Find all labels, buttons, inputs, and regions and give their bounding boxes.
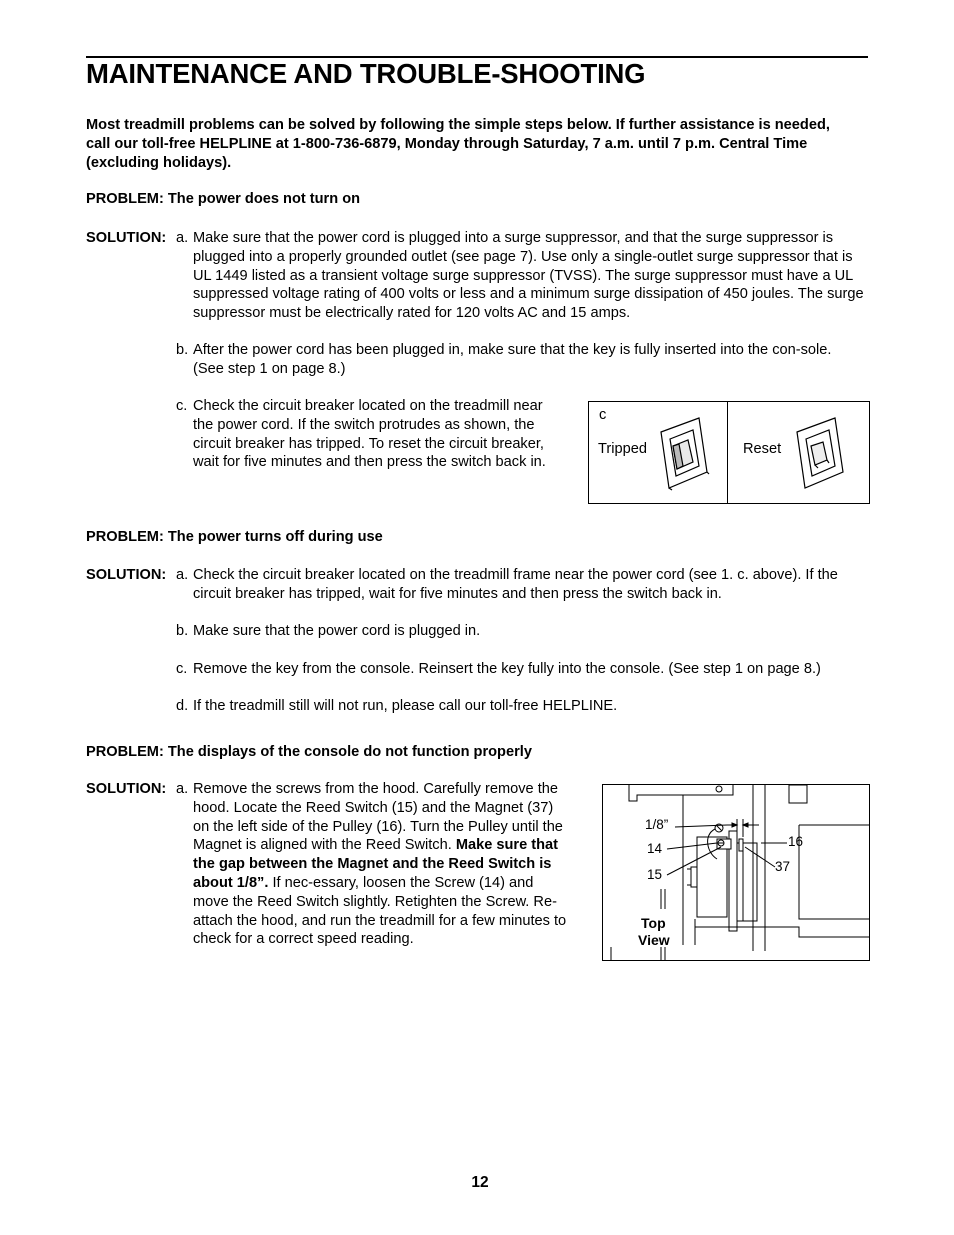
tripped-switch-icon [661, 418, 709, 490]
reset-label: Reset [743, 441, 782, 457]
item-text: If the treadmill still will not run, please call our toll-free HELPLINE. [193, 698, 618, 714]
view-label-top: Top [641, 915, 666, 931]
intro-paragraph: Most treadmill problems can be solved by following the simple steps below. If further assistance is needed, call our toll-free HELPLINE at 1-800-736-6879, Monday through Saturday, 7 a.m. until 7 p.m. Central Time (excluding holidays). [86, 117, 830, 171]
tripped-label: Tripped [598, 441, 647, 457]
item-text: Check the circuit breaker located on the treadmill near the power cord. If the switch protrudes as shown, the circuit breaker has tripped. To reset the circuit breaker, wait for five minutes and then press the switch back in. [193, 398, 546, 471]
breaker-switch-drawings [589, 402, 869, 503]
gap-label: 1/8” [645, 817, 669, 832]
problem-1-item-b [176, 341, 856, 379]
figure-label: c [599, 407, 607, 423]
circuit-breaker-figure [588, 401, 870, 504]
problem-3-item-a [176, 780, 572, 949]
magnet-callout: 37 [775, 859, 791, 874]
problem-2-item-b [176, 622, 866, 641]
problem-1-item-c [176, 397, 562, 472]
reset-switch-icon [797, 418, 843, 488]
item-letter: b. [176, 623, 189, 639]
problem-2-item-d [176, 697, 866, 716]
reed-switch-figure [602, 784, 870, 961]
item-text: Make sure that the power cord is plugged in. [193, 623, 481, 639]
page-title: MAINTENANCE AND TROUBLE-SHOOTING [86, 58, 646, 89]
problem-1-item-a [176, 229, 872, 323]
item-letter: d. [176, 698, 189, 714]
item-text-bold: Make sure that the gap between the Magnet and the Reed Switch is about 1/8”. [193, 837, 559, 891]
item-letter: a. [176, 230, 189, 246]
item-text: Make sure that the power cord is plugged into a surge suppressor, and that the surge suppressor is plugged into a properly grounded outlet (see page 7). Use only a single-outlet surge suppressor that is UL 1449 listed as a transient voltage surge suppressor (TVSS). The surge suppressor must have a UL suppressed voltage rating of 400 volts or less and a minimum surge dissipation of 450 joules. The surge suppressor must be electrically rated for 120 volts AC and 15 amps. [193, 230, 864, 322]
solution-1-label: SOLUTION: [86, 230, 167, 246]
solution-3-label: SOLUTION: [86, 781, 167, 797]
item-text: After the power cord has been plugged in, make sure that the key is fully inserted into the con-sole. (See step 1 on page 8.) [193, 342, 832, 377]
problem-3-title: PROBLEM: The displays of the console do not function properly [86, 744, 532, 760]
item-text: Remove the screws from the hood. Carefully remove the hood. Locate the Reed Switch (15) and the Magnet (37) on the left side of the Pulley (16). Turn the Pulley until the Magnet is aligned with the Reed Switch. [193, 781, 563, 854]
pulley-callout: 16 [788, 834, 804, 849]
problem-2-title: PROBLEM: The power turns off during use [86, 529, 383, 545]
page-number: 12 [471, 1174, 489, 1191]
screw-callout: 14 [647, 841, 663, 856]
item-text: If nec-essary, loosen the Screw (14) and move the Reed Switch slightly. Retighten the Screw. Re-attach the hood, and run the treadmill for a few minutes to check for a correct speed reading. [193, 874, 567, 948]
item-letter: a. [176, 781, 189, 797]
reed-switch-callout: 15 [647, 867, 663, 882]
item-letter: c. [176, 661, 188, 677]
solution-2-label: SOLUTION: [86, 567, 167, 583]
problem-2-item-a [176, 566, 866, 604]
item-text: Remove the key from the console. Reinsert the key fully into the console. (See step 1 on page 8.) [193, 661, 821, 677]
problem-2-item-c [176, 660, 876, 679]
item-letter: b. [176, 342, 189, 358]
item-text: Check the circuit breaker located on the treadmill frame near the power cord (see 1. c. above). If the circuit breaker has tripped, wait for five minutes and then press the switch back in. [193, 567, 838, 602]
view-label-bottom: View [638, 932, 670, 948]
problem-1-title: PROBLEM: The power does not turn on [86, 191, 361, 207]
item-letter: c. [176, 398, 188, 414]
item-letter: a. [176, 567, 189, 583]
